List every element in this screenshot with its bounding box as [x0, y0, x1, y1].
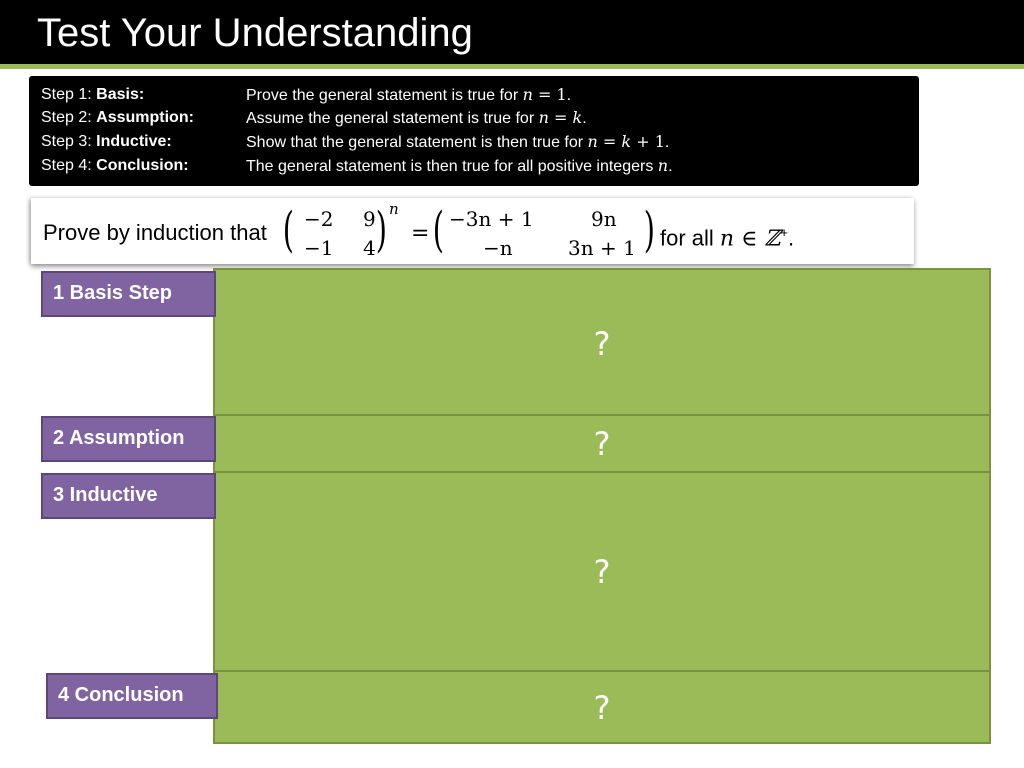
- problem-lead-text: Prove by induction that: [43, 220, 267, 245]
- rhs-b: 9n: [591, 207, 617, 231]
- lhs-c: −1: [304, 236, 334, 260]
- step-1-text: Prove the general statement is true for n = 1.: [246, 85, 572, 104]
- step-2-label: Step 2: Assumption:: [41, 109, 194, 126]
- lhs-a: −2: [304, 207, 334, 231]
- divider-3: [215, 670, 989, 672]
- step-3-text: Show that the general statement is then true for n = k + 1.: [246, 132, 670, 151]
- induction-steps-box: [29, 76, 919, 186]
- basis-step-tab: 1 Basis Step: [41, 271, 216, 317]
- step-1-label: Step 1: Basis:: [41, 86, 145, 103]
- inductive-step-tab: 3 Inductive: [41, 473, 216, 519]
- lhs-d: 4: [363, 236, 376, 260]
- title-bar: [0, 0, 1024, 64]
- slide-title: Test Your Understanding: [37, 11, 473, 55]
- rhs-right-paren: ): [643, 202, 655, 258]
- lhs-b: 9: [363, 207, 376, 231]
- rhs-d: 3n + 1: [568, 236, 636, 260]
- problem-statement: [31, 198, 914, 264]
- lhs-right-paren: ): [375, 202, 387, 258]
- basis-answer-reveal[interactable]: ?: [593, 325, 611, 363]
- step-2-text: Assume the general statement is true for n = k.: [246, 108, 587, 127]
- rhs-a: −3n + 1: [449, 207, 534, 231]
- divider-1: [215, 414, 989, 416]
- title-underline: [0, 64, 1024, 69]
- step-3-label: Step 3: Inductive:: [41, 133, 172, 150]
- step-4-text: The general statement is then true for all positive integers n.: [246, 156, 673, 175]
- assumption-answer-reveal[interactable]: ?: [593, 425, 611, 463]
- conclusion-answer-reveal[interactable]: ?: [593, 689, 611, 727]
- inductive-answer-reveal[interactable]: ?: [593, 553, 611, 591]
- answer-panel: [213, 268, 991, 744]
- lhs-power: n: [389, 200, 399, 218]
- divider-2: [215, 471, 989, 473]
- problem-domain-text: for all n ∈ ℤ+.: [660, 225, 795, 252]
- equals-sign: =: [411, 221, 430, 246]
- rhs-c: −n: [483, 236, 513, 260]
- rhs-left-paren: (: [432, 202, 444, 258]
- lhs-left-paren: (: [282, 202, 294, 258]
- assumption-step-tab: 2 Assumption: [41, 416, 216, 462]
- conclusion-step-tab: 4 Conclusion: [46, 673, 218, 719]
- step-4-label: Step 4: Conclusion:: [41, 157, 189, 174]
